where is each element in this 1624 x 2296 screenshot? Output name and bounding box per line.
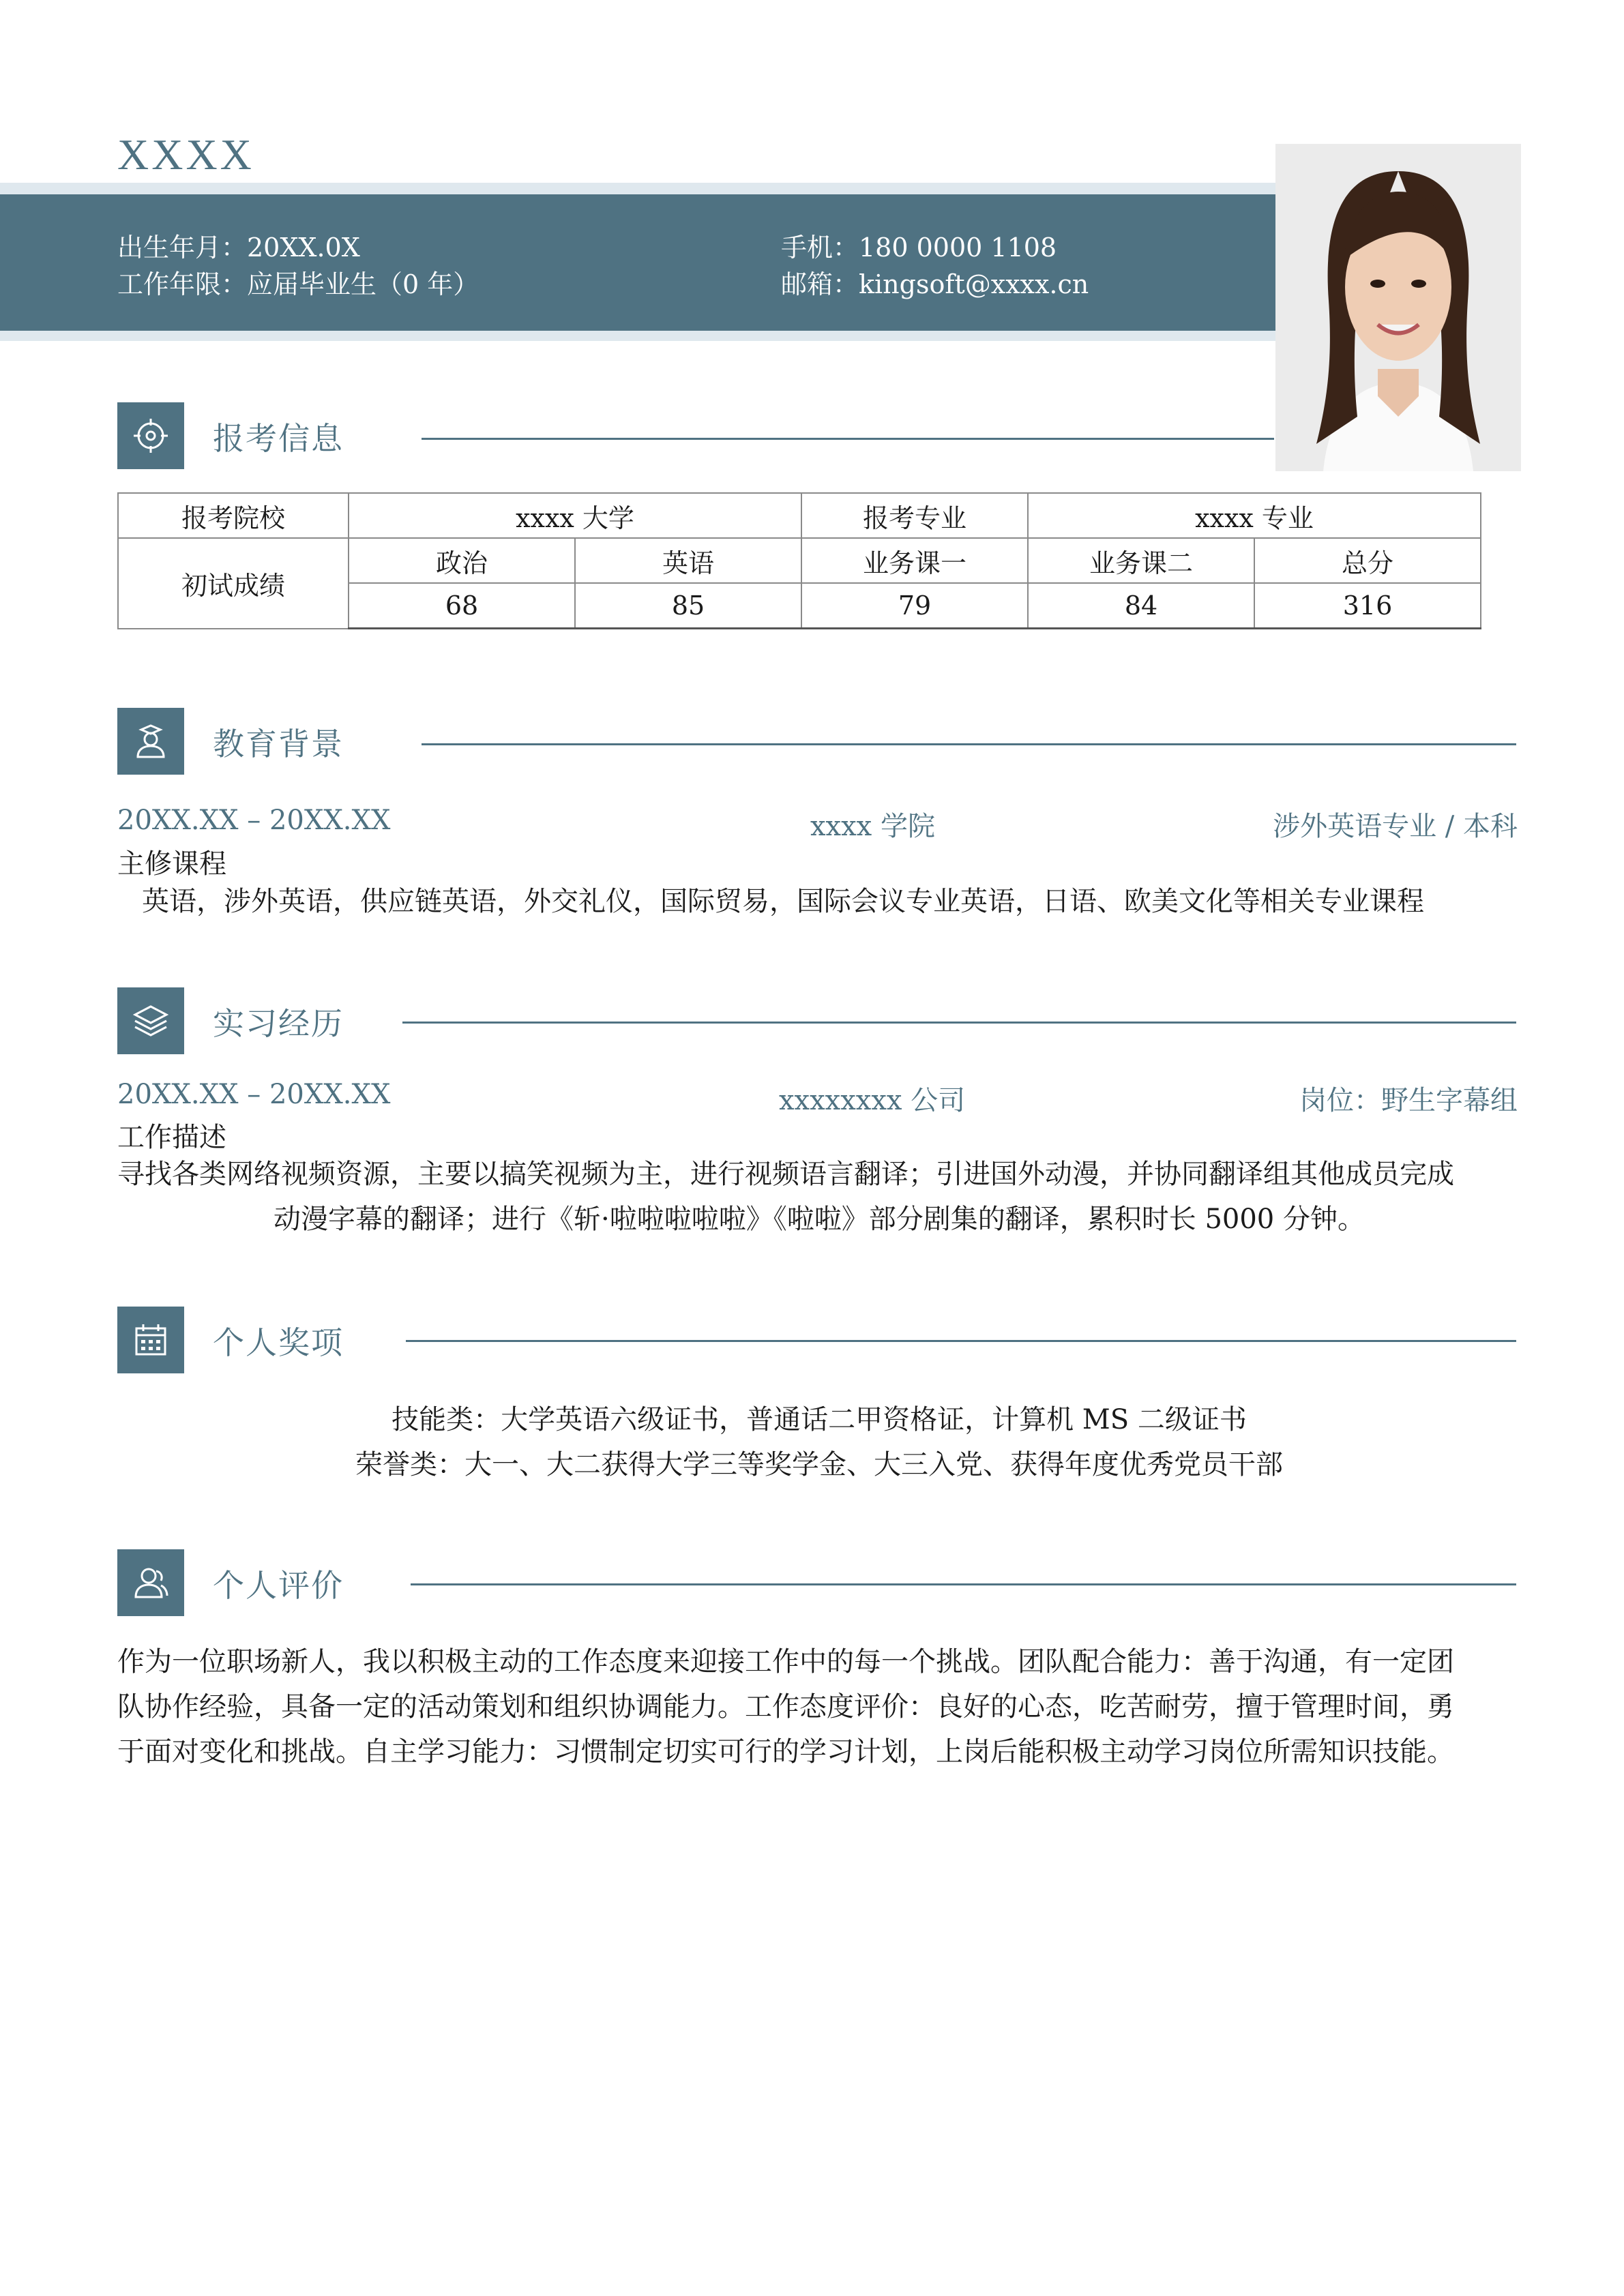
- major-label: 报考专业: [801, 493, 1028, 538]
- section-divider: [422, 743, 1516, 745]
- score-cell: 84: [1028, 583, 1254, 629]
- score-label: 初试成绩: [118, 538, 349, 629]
- education-period: 20XX.XX – 20XX.XX: [117, 805, 391, 836]
- subject-header: 总分: [1254, 538, 1481, 583]
- score-cell: 79: [801, 583, 1028, 629]
- score-cell: 85: [575, 583, 801, 629]
- subject-header: 英语: [575, 538, 801, 583]
- section-title-internship: 实习经历: [213, 1005, 344, 1042]
- work-desc-label: 工作描述: [117, 1122, 226, 1153]
- section-title-evaluation: 个人评价: [213, 1567, 344, 1604]
- courses-text: 英语，涉外英语，供应链英语，外交礼仪，国际贸易，国际会议专业英语，日语、欧美文化等相关专业课程: [142, 886, 1424, 917]
- email: 邮箱：kingsoft@xxxx.cn: [781, 269, 1089, 299]
- score-cell: 316: [1254, 583, 1481, 629]
- section-title-education: 教育背景: [213, 726, 344, 762]
- evaluation-line: 于面对变化和挑战。自主学习能力：习惯制定切实可行的学习计划，上岗后能积极主动学习岗位所需知识技能。: [117, 1736, 1454, 1768]
- target-icon: [117, 402, 184, 469]
- section-title-exam: 报考信息: [213, 420, 344, 457]
- section-divider: [402, 1022, 1516, 1024]
- profile-photo: [1275, 144, 1521, 471]
- section-divider: [422, 438, 1274, 440]
- internship-period: 20XX.XX – 20XX.XX: [117, 1079, 391, 1110]
- layers-icon: [117, 987, 184, 1054]
- awards-honors: 荣誉类：大一、大二获得大学三等奖学金、大三入党、获得年度优秀党员干部: [355, 1449, 1283, 1480]
- phone: 手机：180 0000 1108: [781, 233, 1057, 263]
- calendar-icon: [117, 1307, 184, 1373]
- graduate-icon: [117, 708, 184, 775]
- education-school: xxxx 学院: [810, 811, 935, 842]
- school-label: 报考院校: [118, 493, 349, 538]
- table-row: [118, 493, 1481, 538]
- subject-header: 业务课一: [801, 538, 1028, 583]
- major-value: xxxx 专业: [1028, 493, 1481, 538]
- school-value: xxxx 大学: [349, 493, 801, 538]
- score-cell: 68: [349, 583, 575, 629]
- internship-company: xxxxxxxx 公司: [779, 1085, 966, 1116]
- birth-date: 出生年月：20XX.0X: [117, 233, 360, 263]
- section-divider: [411, 1583, 1516, 1585]
- subject-header: 业务课二: [1028, 538, 1254, 583]
- internship-position: 岗位：野生字幕组: [1299, 1085, 1518, 1116]
- education-major: 涉外英语专业 / 本科: [1273, 811, 1518, 842]
- work-desc-line: 动漫字幕的翻译；进行《斩·啦啦啦啦啦》《啦啦》部分剧集的翻译，累积时长 5000 分钟。: [274, 1204, 1365, 1235]
- section-title-awards: 个人奖项: [213, 1324, 344, 1361]
- awards-skills: 技能类：大学英语六级证书，普通话二甲资格证，计算机 MS 二级证书: [392, 1404, 1247, 1435]
- courses-label: 主修课程: [117, 848, 226, 880]
- table-row: [118, 538, 1481, 583]
- work-years: 工作年限：应届毕业生（0 年）: [117, 269, 479, 299]
- exam-table: [117, 492, 1481, 629]
- subject-header: 政治: [349, 538, 575, 583]
- resume-name: XXXX: [117, 130, 254, 179]
- evaluation-line: 作为一位职场新人，我以积极主动的工作态度来迎接工作中的每一个挑战。团队配合能力：善于沟通，有一定团: [117, 1646, 1454, 1678]
- section-divider: [406, 1340, 1516, 1342]
- work-desc-line: 寻找各类网络视频资源，主要以搞笑视频为主，进行视频语言翻译；引进国外动漫，并协同翻译组其他成员完成: [117, 1159, 1454, 1190]
- evaluation-line: 队协作经验，具备一定的活动策划和组织协调能力。工作态度评价：良好的心态，吃苦耐劳，擅于管理时间，勇: [117, 1691, 1454, 1723]
- person-icon: [117, 1549, 184, 1616]
